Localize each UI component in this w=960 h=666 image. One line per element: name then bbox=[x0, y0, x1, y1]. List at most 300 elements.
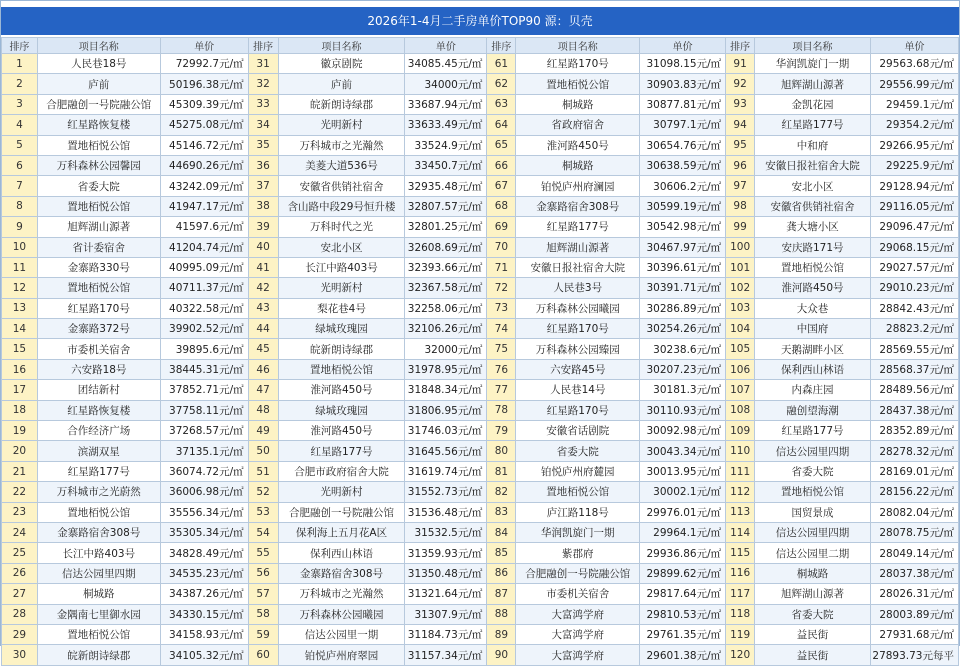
unit-price-cell: 31157.34元/㎡ bbox=[405, 645, 487, 665]
table-row bbox=[2, 441, 959, 461]
project-name-cell: 红星路170号 bbox=[516, 319, 640, 339]
header-name: 项目名称 bbox=[755, 38, 871, 54]
unit-price-cell: 41597.6元/㎡ bbox=[160, 217, 248, 237]
unit-price-cell: 37758.11元/㎡ bbox=[160, 400, 248, 420]
project-name-cell: 旭辉湖山源著 bbox=[755, 74, 871, 94]
rank-cell: 111 bbox=[726, 461, 755, 481]
unit-price-cell: 31359.93元/㎡ bbox=[405, 543, 487, 563]
project-name-cell: 万科森林公园馨园 bbox=[37, 155, 160, 175]
rank-cell: 26 bbox=[2, 563, 38, 583]
rank-cell: 88 bbox=[487, 604, 516, 624]
rank-cell: 29 bbox=[2, 624, 38, 644]
rank-cell: 108 bbox=[726, 400, 755, 420]
table-row bbox=[2, 482, 959, 502]
rank-cell: 44 bbox=[248, 319, 278, 339]
project-name-cell: 置地栢悦公馆 bbox=[37, 135, 160, 155]
rank-cell: 110 bbox=[726, 441, 755, 461]
table-row bbox=[2, 584, 959, 604]
unit-price-cell: 39895.6元/㎡ bbox=[160, 339, 248, 359]
rank-cell: 45 bbox=[248, 339, 278, 359]
unit-price-cell: 30797.1元/㎡ bbox=[640, 115, 726, 135]
unit-price-cell: 33450.7元/㎡ bbox=[405, 155, 487, 175]
unit-price-cell: 32393.66元/㎡ bbox=[405, 257, 487, 277]
project-name-cell: 铂悦庐州府麓园 bbox=[516, 461, 640, 481]
rank-cell: 95 bbox=[726, 135, 755, 155]
project-name-cell: 淮河路450号 bbox=[278, 380, 405, 400]
project-name-cell: 紫郡府 bbox=[516, 543, 640, 563]
project-name-cell: 安徽日报社宿舍大院 bbox=[755, 155, 871, 175]
rank-cell: 58 bbox=[248, 604, 278, 624]
rank-cell: 71 bbox=[487, 257, 516, 277]
rank-cell: 34 bbox=[248, 115, 278, 135]
unit-price-cell: 38445.31元/㎡ bbox=[160, 359, 248, 379]
rank-cell: 21 bbox=[2, 461, 38, 481]
rank-cell: 104 bbox=[726, 319, 755, 339]
project-name-cell: 市委机关宿舍 bbox=[516, 584, 640, 604]
rank-cell: 119 bbox=[726, 624, 755, 644]
project-name-cell: 金寨路372号 bbox=[37, 319, 160, 339]
unit-price-cell: 35556.34元/㎡ bbox=[160, 502, 248, 522]
table-row bbox=[2, 237, 959, 257]
rank-cell: 100 bbox=[726, 237, 755, 257]
rank-cell: 82 bbox=[487, 482, 516, 502]
rank-cell: 81 bbox=[487, 461, 516, 481]
project-name-cell: 万科城市之光瀚然 bbox=[278, 135, 405, 155]
rank-cell: 90 bbox=[487, 645, 516, 665]
project-name-cell: 安北小区 bbox=[278, 237, 405, 257]
rank-cell: 23 bbox=[2, 502, 38, 522]
unit-price-cell: 29225.9元/㎡ bbox=[870, 155, 958, 175]
unit-price-cell: 28078.75元/㎡ bbox=[870, 522, 958, 542]
project-name-cell: 红星路170号 bbox=[37, 298, 160, 318]
project-name-cell: 合肥融创一号院融公馆 bbox=[37, 94, 160, 114]
project-name-cell: 大众巷 bbox=[755, 298, 871, 318]
project-name-cell: 置地栢悦公馆 bbox=[37, 502, 160, 522]
project-name-cell: 置地栢悦公馆 bbox=[37, 196, 160, 216]
rank-cell: 61 bbox=[487, 54, 516, 74]
project-name-cell: 光明新村 bbox=[278, 115, 405, 135]
project-name-cell: 天鹅湖畔小区 bbox=[755, 339, 871, 359]
project-name-cell: 安徽省供销社宿舍 bbox=[755, 196, 871, 216]
rank-cell: 60 bbox=[248, 645, 278, 665]
rank-cell: 92 bbox=[726, 74, 755, 94]
rank-cell: 18 bbox=[2, 400, 38, 420]
project-name-cell: 合作经济广场 bbox=[37, 421, 160, 441]
table-row bbox=[2, 54, 959, 74]
project-name-cell: 庐前 bbox=[278, 74, 405, 94]
rank-cell: 55 bbox=[248, 543, 278, 563]
rank-cell: 103 bbox=[726, 298, 755, 318]
rank-cell: 112 bbox=[726, 482, 755, 502]
project-name-cell: 内森庄园 bbox=[755, 380, 871, 400]
unit-price-cell: 29096.47元/㎡ bbox=[870, 217, 958, 237]
unit-price-cell: 36074.72元/㎡ bbox=[160, 461, 248, 481]
rank-cell: 24 bbox=[2, 522, 38, 542]
project-name-cell: 红星路170号 bbox=[516, 400, 640, 420]
project-name-cell: 万科城市之光蔚然 bbox=[37, 482, 160, 502]
unit-price-cell: 30043.34元/㎡ bbox=[640, 441, 726, 461]
project-name-cell: 保利海上五月花A区 bbox=[278, 522, 405, 542]
rank-cell: 65 bbox=[487, 135, 516, 155]
project-name-cell: 绿城玫瑰园 bbox=[278, 319, 405, 339]
unit-price-cell: 28003.89元/㎡ bbox=[870, 604, 958, 624]
project-name-cell: 金寨路宿舍308号 bbox=[516, 196, 640, 216]
unit-price-cell: 31806.95元/㎡ bbox=[405, 400, 487, 420]
unit-price-cell: 35305.34元/㎡ bbox=[160, 522, 248, 542]
unit-price-cell: 34085.45元/㎡ bbox=[405, 54, 487, 74]
rank-cell: 32 bbox=[248, 74, 278, 94]
project-name-cell: 省委大院 bbox=[516, 441, 640, 461]
unit-price-cell: 29556.99元/㎡ bbox=[870, 74, 958, 94]
unit-price-cell: 37852.71元/㎡ bbox=[160, 380, 248, 400]
project-name-cell: 红星路177号 bbox=[755, 115, 871, 135]
rank-cell: 42 bbox=[248, 278, 278, 298]
project-name-cell: 红星路177号 bbox=[278, 441, 405, 461]
rank-cell: 22 bbox=[2, 482, 38, 502]
table-header-row bbox=[2, 38, 959, 54]
unit-price-cell: 29964.1元/㎡ bbox=[640, 522, 726, 542]
unit-price-cell: 28823.2元/㎡ bbox=[870, 319, 958, 339]
project-name-cell: 淮河路450号 bbox=[278, 421, 405, 441]
rank-cell: 69 bbox=[487, 217, 516, 237]
rank-cell: 94 bbox=[726, 115, 755, 135]
rank-cell: 25 bbox=[2, 543, 38, 563]
rank-cell: 57 bbox=[248, 584, 278, 604]
unit-price-cell: 41204.74元/㎡ bbox=[160, 237, 248, 257]
table-row bbox=[2, 645, 959, 665]
unit-price-cell: 43242.09元/㎡ bbox=[160, 176, 248, 196]
rank-cell: 80 bbox=[487, 441, 516, 461]
unit-price-cell: 28437.38元/㎡ bbox=[870, 400, 958, 420]
rank-cell: 59 bbox=[248, 624, 278, 644]
project-name-cell: 庐江路118号 bbox=[516, 502, 640, 522]
rank-cell: 46 bbox=[248, 359, 278, 379]
unit-price-cell: 32258.06元/㎡ bbox=[405, 298, 487, 318]
unit-price-cell: 34330.15元/㎡ bbox=[160, 604, 248, 624]
rank-cell: 11 bbox=[2, 257, 38, 277]
unit-price-cell: 29936.86元/㎡ bbox=[640, 543, 726, 563]
project-name-cell: 长江中路403号 bbox=[37, 543, 160, 563]
rank-cell: 109 bbox=[726, 421, 755, 441]
unit-price-cell: 28082.04元/㎡ bbox=[870, 502, 958, 522]
rank-cell: 120 bbox=[726, 645, 755, 665]
unit-price-cell: 30467.97元/㎡ bbox=[640, 237, 726, 257]
project-name-cell: 红星路177号 bbox=[755, 421, 871, 441]
rank-cell: 20 bbox=[2, 441, 38, 461]
rank-cell: 117 bbox=[726, 584, 755, 604]
header-rank: 排序 bbox=[726, 38, 755, 54]
ranking-table bbox=[1, 37, 959, 666]
unit-price-cell: 31978.95元/㎡ bbox=[405, 359, 487, 379]
project-name-cell: 省政府宿舍 bbox=[516, 115, 640, 135]
project-name-cell: 国贸景成 bbox=[755, 502, 871, 522]
unit-price-cell: 32000元/㎡ bbox=[405, 339, 487, 359]
unit-price-cell: 31098.15元/㎡ bbox=[640, 54, 726, 74]
project-name-cell: 旭辉湖山源著 bbox=[37, 217, 160, 237]
rank-cell: 74 bbox=[487, 319, 516, 339]
header-rank: 排序 bbox=[2, 38, 38, 54]
project-name-cell: 信达公园里一期 bbox=[278, 624, 405, 644]
project-name-cell: 光明新村 bbox=[278, 278, 405, 298]
unit-price-cell: 34000元/㎡ bbox=[405, 74, 487, 94]
unit-price-cell: 29266.95元/㎡ bbox=[870, 135, 958, 155]
rank-cell: 89 bbox=[487, 624, 516, 644]
unit-price-cell: 30396.61元/㎡ bbox=[640, 257, 726, 277]
unit-price-cell: 34105.32元/㎡ bbox=[160, 645, 248, 665]
table-row bbox=[2, 217, 959, 237]
project-name-cell: 省委大院 bbox=[755, 604, 871, 624]
unit-price-cell: 28489.56元/㎡ bbox=[870, 380, 958, 400]
unit-price-cell: 30013.95元/㎡ bbox=[640, 461, 726, 481]
project-name-cell: 万科森林公园曦园 bbox=[278, 604, 405, 624]
unit-price-cell: 32106.26元/㎡ bbox=[405, 319, 487, 339]
project-name-cell: 置地栢悦公馆 bbox=[516, 482, 640, 502]
rank-cell: 51 bbox=[248, 461, 278, 481]
rank-cell: 4 bbox=[2, 115, 38, 135]
unit-price-cell: 33524.9元/㎡ bbox=[405, 135, 487, 155]
project-name-cell: 安北小区 bbox=[755, 176, 871, 196]
header-price: 单价 bbox=[870, 38, 958, 54]
unit-price-cell: 33687.94元/㎡ bbox=[405, 94, 487, 114]
rank-cell: 102 bbox=[726, 278, 755, 298]
rank-cell: 27 bbox=[2, 584, 38, 604]
project-name-cell: 省委大院 bbox=[37, 176, 160, 196]
header-name: 项目名称 bbox=[516, 38, 640, 54]
unit-price-cell: 29761.35元/㎡ bbox=[640, 624, 726, 644]
unit-price-cell: 39902.52元/㎡ bbox=[160, 319, 248, 339]
table-row bbox=[2, 380, 959, 400]
project-name-cell: 置地栢悦公馆 bbox=[755, 482, 871, 502]
unit-price-cell: 30207.23元/㎡ bbox=[640, 359, 726, 379]
rank-cell: 118 bbox=[726, 604, 755, 624]
project-name-cell: 旭辉湖山源著 bbox=[516, 237, 640, 257]
unit-price-cell: 44690.26元/㎡ bbox=[160, 155, 248, 175]
project-name-cell: 置地栢悦公馆 bbox=[755, 257, 871, 277]
project-name-cell: 中和府 bbox=[755, 135, 871, 155]
rank-cell: 13 bbox=[2, 298, 38, 318]
rank-cell: 87 bbox=[487, 584, 516, 604]
project-name-cell: 人民巷3号 bbox=[516, 278, 640, 298]
rank-cell: 39 bbox=[248, 217, 278, 237]
unit-price-cell: 28352.89元/㎡ bbox=[870, 421, 958, 441]
unit-price-cell: 28049.14元/㎡ bbox=[870, 543, 958, 563]
unit-price-cell: 45309.39元/㎡ bbox=[160, 94, 248, 114]
unit-price-cell: 30181.3元/㎡ bbox=[640, 380, 726, 400]
unit-price-cell: 30903.83元/㎡ bbox=[640, 74, 726, 94]
unit-price-cell: 50196.38元/㎡ bbox=[160, 74, 248, 94]
project-name-cell: 梨花巷4号 bbox=[278, 298, 405, 318]
unit-price-cell: 29899.62元/㎡ bbox=[640, 563, 726, 583]
project-name-cell: 益民街 bbox=[755, 645, 871, 665]
header-rank: 排序 bbox=[487, 38, 516, 54]
rank-cell: 99 bbox=[726, 217, 755, 237]
project-name-cell: 金凯花园 bbox=[755, 94, 871, 114]
rank-cell: 54 bbox=[248, 522, 278, 542]
rank-cell: 76 bbox=[487, 359, 516, 379]
unit-price-cell: 28569.55元/㎡ bbox=[870, 339, 958, 359]
rank-cell: 116 bbox=[726, 563, 755, 583]
rank-cell: 105 bbox=[726, 339, 755, 359]
unit-price-cell: 28278.32元/㎡ bbox=[870, 441, 958, 461]
project-name-cell: 红星路恢复楼 bbox=[37, 400, 160, 420]
unit-price-cell: 32801.25元/㎡ bbox=[405, 217, 487, 237]
unit-price-cell: 36006.98元/㎡ bbox=[160, 482, 248, 502]
project-name-cell: 市委机关宿舍 bbox=[37, 339, 160, 359]
rank-cell: 70 bbox=[487, 237, 516, 257]
rank-cell: 3 bbox=[2, 94, 38, 114]
rank-cell: 64 bbox=[487, 115, 516, 135]
project-name-cell: 合肥融创一号院融公馆 bbox=[278, 502, 405, 522]
project-name-cell: 信达公园里四期 bbox=[755, 522, 871, 542]
project-name-cell: 长江中路403号 bbox=[278, 257, 405, 277]
project-name-cell: 信达公园里二期 bbox=[755, 543, 871, 563]
rank-cell: 98 bbox=[726, 196, 755, 216]
unit-price-cell: 30002.1元/㎡ bbox=[640, 482, 726, 502]
project-name-cell: 中国府 bbox=[755, 319, 871, 339]
unit-price-cell: 28026.31元/㎡ bbox=[870, 584, 958, 604]
unit-price-cell: 29976.01元/㎡ bbox=[640, 502, 726, 522]
header-rank: 排序 bbox=[248, 38, 278, 54]
project-name-cell: 金寨路宿舍308号 bbox=[37, 522, 160, 542]
rank-cell: 17 bbox=[2, 380, 38, 400]
rank-cell: 75 bbox=[487, 339, 516, 359]
project-name-cell: 红星路177号 bbox=[516, 217, 640, 237]
table-row bbox=[2, 563, 959, 583]
project-name-cell: 庐前 bbox=[37, 74, 160, 94]
project-name-cell: 合肥市政府宿舍大院 bbox=[278, 461, 405, 481]
project-name-cell: 大富鸿学府 bbox=[516, 624, 640, 644]
project-name-cell: 桐城路 bbox=[37, 584, 160, 604]
unit-price-cell: 31619.74元/㎡ bbox=[405, 461, 487, 481]
rank-cell: 5 bbox=[2, 135, 38, 155]
header-price: 单价 bbox=[405, 38, 487, 54]
table-row bbox=[2, 74, 959, 94]
unit-price-cell: 28842.43元/㎡ bbox=[870, 298, 958, 318]
project-name-cell: 淮河路450号 bbox=[516, 135, 640, 155]
project-name-cell: 光明新村 bbox=[278, 482, 405, 502]
project-name-cell: 置地栢悦公馆 bbox=[516, 74, 640, 94]
rank-cell: 36 bbox=[248, 155, 278, 175]
table-row bbox=[2, 400, 959, 420]
rank-cell: 68 bbox=[487, 196, 516, 216]
project-name-cell: 桐城路 bbox=[516, 155, 640, 175]
rank-cell: 1 bbox=[2, 54, 38, 74]
project-name-cell: 安徽省话剧院 bbox=[516, 421, 640, 441]
project-name-cell: 六安路45号 bbox=[516, 359, 640, 379]
unit-price-cell: 34535.23元/㎡ bbox=[160, 563, 248, 583]
rank-cell: 106 bbox=[726, 359, 755, 379]
rank-cell: 16 bbox=[2, 359, 38, 379]
unit-price-cell: 34828.49元/㎡ bbox=[160, 543, 248, 563]
header-name: 项目名称 bbox=[278, 38, 405, 54]
rank-cell: 9 bbox=[2, 217, 38, 237]
unit-price-cell: 32367.58元/㎡ bbox=[405, 278, 487, 298]
rank-cell: 49 bbox=[248, 421, 278, 441]
project-name-cell: 安徽日报社宿舍大院 bbox=[516, 257, 640, 277]
unit-price-cell: 30606.2元/㎡ bbox=[640, 176, 726, 196]
unit-price-cell: 27931.68元/㎡ bbox=[870, 624, 958, 644]
rank-cell: 86 bbox=[487, 563, 516, 583]
rank-cell: 66 bbox=[487, 155, 516, 175]
unit-price-cell: 31350.48元/㎡ bbox=[405, 563, 487, 583]
unit-price-cell: 31184.73元/㎡ bbox=[405, 624, 487, 644]
unit-price-cell: 31321.64元/㎡ bbox=[405, 584, 487, 604]
rank-cell: 43 bbox=[248, 298, 278, 318]
unit-price-cell: 29128.94元/㎡ bbox=[870, 176, 958, 196]
unit-price-cell: 28156.22元/㎡ bbox=[870, 482, 958, 502]
table-row bbox=[2, 461, 959, 481]
project-name-cell: 铂悦庐州府澜园 bbox=[516, 176, 640, 196]
project-name-cell: 万科城市之光瀚然 bbox=[278, 584, 405, 604]
table-row bbox=[2, 115, 959, 135]
rank-cell: 96 bbox=[726, 155, 755, 175]
unit-price-cell: 29601.38元/㎡ bbox=[640, 645, 726, 665]
rank-cell: 56 bbox=[248, 563, 278, 583]
table-row bbox=[2, 257, 959, 277]
rank-cell: 28 bbox=[2, 604, 38, 624]
project-name-cell: 置地栢悦公馆 bbox=[37, 278, 160, 298]
table-row bbox=[2, 135, 959, 155]
unit-price-cell: 45275.08元/㎡ bbox=[160, 115, 248, 135]
table-row bbox=[2, 278, 959, 298]
rank-cell: 79 bbox=[487, 421, 516, 441]
project-name-cell: 桐城路 bbox=[516, 94, 640, 114]
unit-price-cell: 31645.56元/㎡ bbox=[405, 441, 487, 461]
unit-price-cell: 32935.48元/㎡ bbox=[405, 176, 487, 196]
rank-cell: 107 bbox=[726, 380, 755, 400]
unit-price-cell: 32608.69元/㎡ bbox=[405, 237, 487, 257]
project-name-cell: 红星路170号 bbox=[516, 54, 640, 74]
rank-cell: 7 bbox=[2, 176, 38, 196]
unit-price-cell: 29010.23元/㎡ bbox=[870, 278, 958, 298]
unit-price-cell: 31307.9元/㎡ bbox=[405, 604, 487, 624]
unit-price-cell: 31532.5元/㎡ bbox=[405, 522, 487, 542]
table-row bbox=[2, 339, 959, 359]
unit-price-cell: 29459.1元/㎡ bbox=[870, 94, 958, 114]
unit-price-cell: 31536.48元/㎡ bbox=[405, 502, 487, 522]
rank-cell: 19 bbox=[2, 421, 38, 441]
project-name-cell: 融创望海潮 bbox=[755, 400, 871, 420]
unit-price-cell: 40995.09元/㎡ bbox=[160, 257, 248, 277]
unit-price-cell: 30092.98元/㎡ bbox=[640, 421, 726, 441]
rank-cell: 38 bbox=[248, 196, 278, 216]
project-name-cell: 团结新村 bbox=[37, 380, 160, 400]
unit-price-cell: 29068.15元/㎡ bbox=[870, 237, 958, 257]
rank-cell: 53 bbox=[248, 502, 278, 522]
rank-cell: 12 bbox=[2, 278, 38, 298]
rank-cell: 78 bbox=[487, 400, 516, 420]
unit-price-cell: 30654.76元/㎡ bbox=[640, 135, 726, 155]
rank-cell: 67 bbox=[487, 176, 516, 196]
rank-cell: 40 bbox=[248, 237, 278, 257]
rank-cell: 15 bbox=[2, 339, 38, 359]
table-row bbox=[2, 421, 959, 441]
sheet-title: 2026年1-4月二手房单价TOP90 源：贝壳 bbox=[1, 7, 959, 35]
project-name-cell: 徽京剧院 bbox=[278, 54, 405, 74]
unit-price-cell: 29817.64元/㎡ bbox=[640, 584, 726, 604]
unit-price-cell: 29810.53元/㎡ bbox=[640, 604, 726, 624]
unit-price-cell: 33633.49元/㎡ bbox=[405, 115, 487, 135]
project-name-cell: 人民巷18号 bbox=[37, 54, 160, 74]
unit-price-cell: 30110.93元/㎡ bbox=[640, 400, 726, 420]
unit-price-cell: 34158.93元/㎡ bbox=[160, 624, 248, 644]
unit-price-cell: 34387.26元/㎡ bbox=[160, 584, 248, 604]
project-name-cell: 大富鸿学府 bbox=[516, 645, 640, 665]
rank-cell: 77 bbox=[487, 380, 516, 400]
rank-cell: 73 bbox=[487, 298, 516, 318]
unit-price-cell: 27893.73元每平 bbox=[870, 645, 958, 665]
project-name-cell: 安徽省供销社宿舍 bbox=[278, 176, 405, 196]
